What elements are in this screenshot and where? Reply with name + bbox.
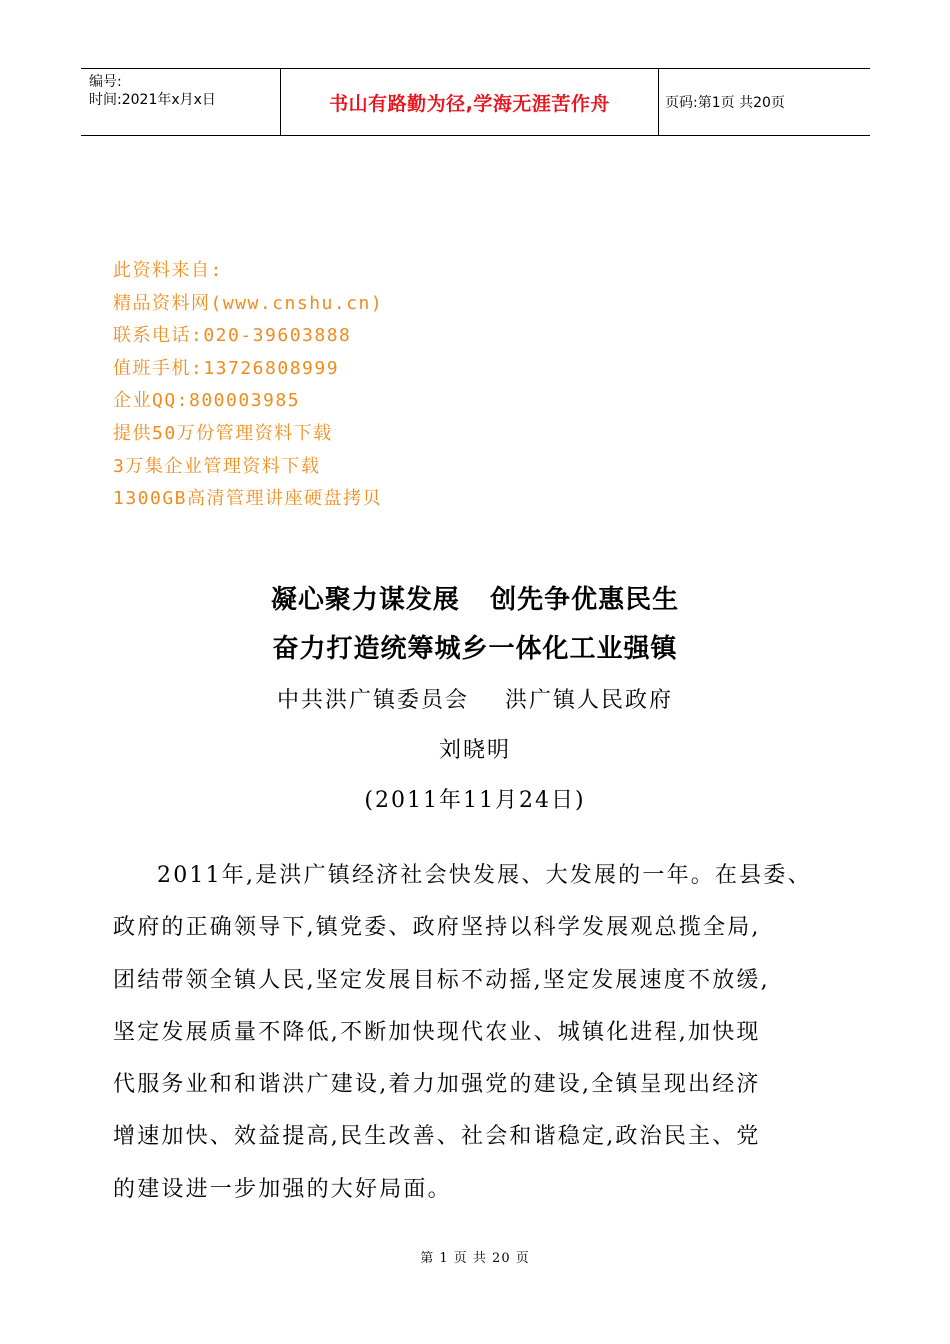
header-meta-cell — [81, 69, 281, 135]
body-line: 2011年,是洪广镇经济社会快发展、大发展的一年。在县委、 — [157, 863, 812, 888]
body-line: 坚定发展质量不降低,不断加快现代农业、城镇化进程,加快现 — [113, 1019, 761, 1045]
body-line: 增速加快、效益提高,民生改善、社会和谐稳定,政治民主、党 — [113, 1124, 761, 1150]
document-organization: 中共洪广镇委员会 洪广镇人民政府 — [277, 688, 673, 713]
document-date: (2011年11月24日) — [364, 788, 586, 813]
source-line: 企业QQ:800003985 — [113, 390, 301, 412]
document-number-label: 编号: — [89, 74, 122, 90]
source-line: 联系电话:020-39603888 — [113, 325, 352, 347]
source-line: 精品资料网(www.cnshu.cn) — [113, 292, 384, 314]
document-title-line-1: 凝心聚力谋发展 创先争优惠民生 — [270, 585, 680, 615]
source-line: 提供50万份管理资料下载 — [113, 422, 333, 444]
body-line: 的建设进一步加强的大好局面。 — [113, 1176, 452, 1202]
body-line: 团结带领全镇人民,坚定发展目标不动摇,坚定发展速度不放缓, — [113, 967, 770, 993]
header-motto-cell — [281, 69, 659, 135]
document-header — [81, 68, 870, 136]
source-line: 3万集企业管理资料下载 — [113, 455, 321, 477]
source-line: 此资料来自: — [113, 260, 223, 281]
page-footer: 第 1 页 共 20 页 — [420, 1251, 530, 1266]
document-author: 刘晓明 — [438, 738, 511, 763]
body-line: 代服务业和和谐洪广建设,着力加强党的建设,全镇呈现出经济 — [113, 1072, 761, 1098]
source-line: 值班手机:13726808999 — [113, 357, 340, 379]
body-line: 政府的正确领导下,镇党委、政府坚持以科学发展观总揽全局, — [113, 915, 761, 941]
document-time-label: 时间:2021年x月x日 — [89, 92, 216, 108]
header-motto: 书山有路勤为径,学海无涯苦作舟 — [329, 92, 610, 115]
body-paragraph — [113, 850, 858, 1216]
document-title-line-2: 奋力打造统筹城乡一体化工业强镇 — [272, 634, 678, 664]
header-page-info: 页码:第1页 共20页 — [665, 95, 785, 111]
source-info-block — [113, 255, 383, 516]
source-line: 1300GB高清管理讲座硬盘拷贝 — [113, 488, 383, 510]
header-page-cell — [659, 69, 870, 135]
